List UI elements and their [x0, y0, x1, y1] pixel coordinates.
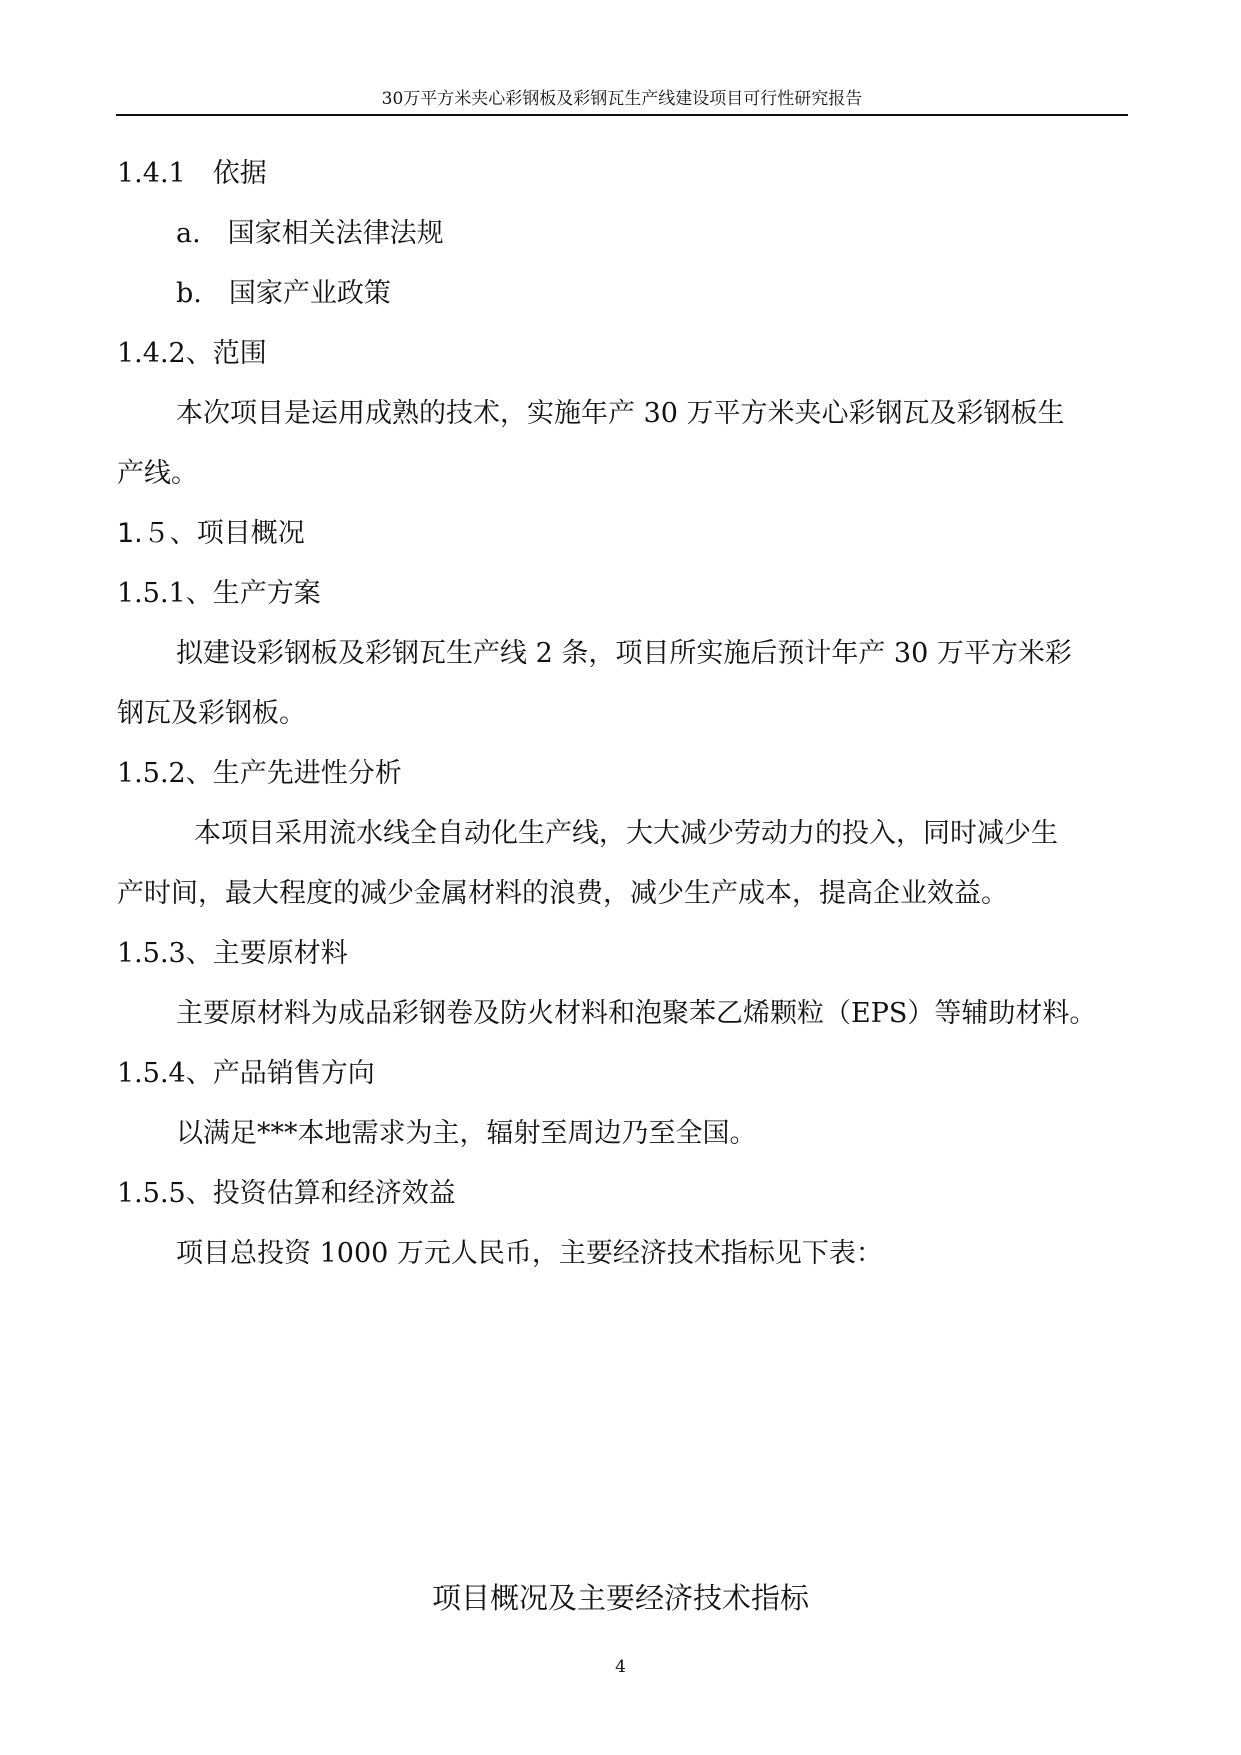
section-heading-1-4-1: 1.4.1 依据 [117, 158, 267, 189]
paragraph-1-4-2-line-1: 本次项目是运用成熟的技术，实施年产 30 万平方米夹心彩钢瓦及彩钢板生 [176, 398, 1065, 429]
paragraph-1-5-5: 项目总投资 1000 万元人民币，主要经济技术指标见下表： [176, 1238, 883, 1269]
section-heading-1-5-1: 1.5.1、生产方案 [117, 578, 321, 609]
paragraph-1-5-4: 以满足***本地需求为主，辐射至周边乃至全国。 [176, 1118, 757, 1149]
paragraph-1-5-2-line-1: 本项目采用流水线全自动化生产线，大大减少劳动力的投入，同时减少生 [194, 818, 1058, 849]
paragraph-1-5-1-line-2: 钢瓦及彩钢板。 [117, 698, 306, 729]
section-heading-1-5-2: 1.5.2、生产先进性分析 [117, 758, 402, 789]
paragraph-1-5-2-line-2: 产时间，最大程度的减少金属材料的浪费，减少生产成本，提高企业效益。 [117, 878, 1008, 909]
paragraph-1-4-2-line-2: 产线。 [117, 458, 198, 489]
section-heading-1-5-5: 1.5.5、投资估算和经济效益 [117, 1178, 456, 1209]
list-item-b: b. 国家产业政策 [176, 278, 391, 309]
page-number: 4 [615, 1657, 626, 1677]
section-heading-1-5-3: 1.5.3、主要原材料 [117, 938, 348, 969]
page-header: 30万平方米夹心彩钢板及彩钢瓦生产线建设项目可行性研究报告 [381, 89, 863, 109]
section-heading-1-5-4: 1.5.4、产品销售方向 [117, 1058, 375, 1089]
section-heading-1-5: 1.５、项目概况 [117, 518, 305, 549]
table-title: 项目概况及主要经济技术指标 [431, 1581, 809, 1615]
paragraph-1-5-3: 主要原材料为成品彩钢卷及防火材料和泡聚苯乙烯颗粒（EPS）等辅助材料。 [176, 998, 1097, 1029]
paragraph-1-5-1-line-1: 拟建设彩钢板及彩钢瓦生产线 2 条，项目所实施后预计年产 30 万平方米彩 [176, 638, 1072, 669]
section-heading-1-4-2: 1.4.2、范围 [117, 338, 267, 369]
header-divider [116, 114, 1128, 116]
list-item-a: a. 国家相关法律法规 [176, 218, 444, 249]
